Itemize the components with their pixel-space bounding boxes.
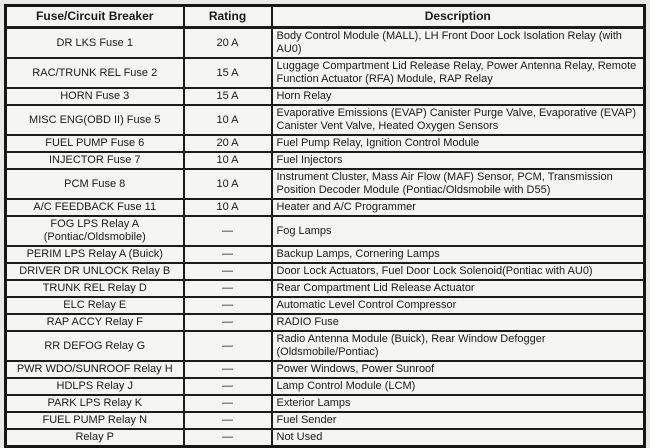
table-row [6, 378, 645, 395]
table-row [6, 331, 645, 361]
description-cell: Not Used [272, 429, 645, 447]
fuse-circuit-breaker-table [4, 4, 646, 448]
table-row [6, 135, 645, 152]
rating-cell: — [184, 314, 272, 331]
rating-cell: — [184, 429, 272, 447]
description-cell: Rear Compartment Lid Release Actuator [272, 280, 645, 297]
fuse-cell: DR LKS Fuse 1 [6, 28, 184, 59]
fuse-cell: FOG LPS Relay A (Pontiac/Oldsmobile) [6, 216, 184, 246]
fuse-cell: TRUNK REL Relay D [6, 280, 184, 297]
table-row [6, 88, 645, 105]
rating-cell: — [184, 331, 272, 361]
rating-cell: — [184, 297, 272, 314]
table-row [6, 429, 645, 447]
rating-cell: — [184, 378, 272, 395]
fuse-cell: FUEL PUMP Relay N [6, 412, 184, 429]
rating-cell: 10 A [184, 169, 272, 199]
description-cell: RADIO Fuse [272, 314, 645, 331]
rating-cell: 10 A [184, 152, 272, 169]
fuse-cell: RAC/TRUNK REL Fuse 2 [6, 58, 184, 88]
table-row [6, 246, 645, 263]
table-row [6, 169, 645, 199]
table-row [6, 297, 645, 314]
description-cell: Body Control Module (MALL), LH Front Door Lock Isolation Relay (with AU0) [272, 28, 645, 59]
fuse-cell: HORN Fuse 3 [6, 88, 184, 105]
description-cell: Backup Lamps, Cornering Lamps [272, 246, 645, 263]
fuse-cell: PARK LPS Relay K [6, 395, 184, 412]
table-row [6, 28, 645, 59]
col-header-rating: Rating [184, 6, 272, 28]
description-cell: Automatic Level Control Compressor [272, 297, 645, 314]
table-row [6, 199, 645, 216]
rating-cell: 20 A [184, 28, 272, 59]
fuse-cell: A/C FEEDBACK Fuse 11 [6, 199, 184, 216]
table-row [6, 58, 645, 88]
rating-cell: — [184, 361, 272, 378]
fuse-cell: Relay P [6, 429, 184, 447]
rating-cell: — [184, 395, 272, 412]
fuse-cell: RR DEFOG Relay G [6, 331, 184, 361]
description-cell: Fuel Pump Relay, Ignition Control Module [272, 135, 645, 152]
table-row [6, 412, 645, 429]
rating-cell: — [184, 246, 272, 263]
rating-cell: — [184, 263, 272, 280]
rating-cell: — [184, 412, 272, 429]
description-cell: Fog Lamps [272, 216, 645, 246]
description-cell: Heater and A/C Programmer [272, 199, 645, 216]
fuse-cell: PWR WDO/SUNROOF Relay H [6, 361, 184, 378]
description-cell: Door Lock Actuators, Fuel Door Lock Solenoid(Pontiac with AU0) [272, 263, 645, 280]
rating-cell: 15 A [184, 58, 272, 88]
table-row [6, 314, 645, 331]
fuse-cell: HDLPS Relay J [6, 378, 184, 395]
description-cell: Fuel Injectors [272, 152, 645, 169]
fuse-cell: MISC ENG(OBD II) Fuse 5 [6, 105, 184, 135]
table-row [6, 361, 645, 378]
table-row [6, 216, 645, 246]
description-cell: Power Windows, Power Sunroof [272, 361, 645, 378]
table-row [6, 152, 645, 169]
fuse-cell: INJECTOR Fuse 7 [6, 152, 184, 169]
fuse-cell: FUEL PUMP Fuse 6 [6, 135, 184, 152]
fuse-cell: PERIM LPS Relay A (Buick) [6, 246, 184, 263]
fuse-cell: PCM Fuse 8 [6, 169, 184, 199]
rating-cell: — [184, 280, 272, 297]
description-cell: Fuel Sender [272, 412, 645, 429]
description-cell: Horn Relay [272, 88, 645, 105]
description-cell: Lamp Control Module (LCM) [272, 378, 645, 395]
description-cell: Exterior Lamps [272, 395, 645, 412]
table-row [6, 280, 645, 297]
rating-cell: 15 A [184, 88, 272, 105]
table-header-row [6, 6, 645, 28]
description-cell: Luggage Compartment Lid Release Relay, Power Antenna Relay, Remote Function Actuator (RFA) Module, RAP Relay [272, 58, 645, 88]
table-row [6, 105, 645, 135]
description-cell: Radio Antenna Module (Buick), Rear Window Defogger (Oldsmobile/Pontiac) [272, 331, 645, 361]
table-row [6, 263, 645, 280]
fuse-cell: RAP ACCY Relay F [6, 314, 184, 331]
table-row [6, 395, 645, 412]
description-cell: Evaporative Emissions (EVAP) Canister Purge Valve, Evaporative (EVAP) Canister Vent Valve, Heated Oxygen Sensors [272, 105, 645, 135]
fuse-cell: ELC Relay E [6, 297, 184, 314]
rating-cell: 10 A [184, 105, 272, 135]
rating-cell: 10 A [184, 199, 272, 216]
col-header-fuse: Fuse/Circuit Breaker [6, 6, 184, 28]
fuse-cell: DRIVER DR UNLOCK Relay B [6, 263, 184, 280]
description-cell: Instrument Cluster, Mass Air Flow (MAF) Sensor, PCM, Transmission Position Decoder Module (Pontiac/Oldsmobile with D55) [272, 169, 645, 199]
rating-cell: — [184, 216, 272, 246]
col-header-description: Description [272, 6, 645, 28]
rating-cell: 20 A [184, 135, 272, 152]
